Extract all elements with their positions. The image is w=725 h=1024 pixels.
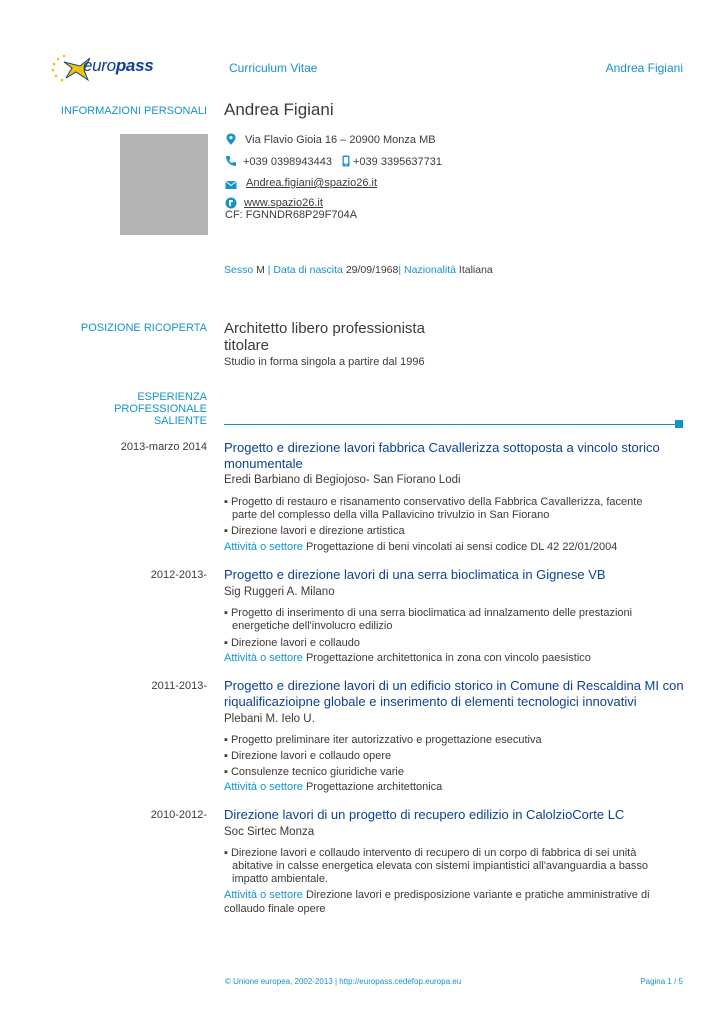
header-person-name: Andrea Figiani — [605, 61, 683, 75]
entry-employer: Sig Ruggeri A. Milano — [224, 586, 335, 598]
sector-label: Attività o settore — [224, 541, 303, 553]
entry-bullet: ▪ Direzione lavori e collaudo opere — [224, 750, 392, 762]
section-label-position: POSIZIONE RICOPERTA — [80, 322, 207, 334]
bullet-text: ▪ Progetto di restauro e risanamento conservativo della Fabbrica Cavallerizza, facente — [224, 496, 643, 508]
section-divider — [224, 424, 678, 425]
entry-bullet: ▪ Direzione lavori e direzione artistica — [224, 525, 405, 537]
birth-value: 29/09/1968 — [345, 264, 399, 276]
personal-name: Andrea Figiani — [224, 100, 334, 119]
footer-copyright: © Unione europea, 2002-2013 | http://europass.cedefop.europa.eu — [225, 977, 462, 986]
entry-bullet: ▪ Progetto preliminare iter autorizzativo e progettazione esecutiva — [224, 734, 542, 746]
separator: | — [398, 264, 405, 276]
mobile-icon — [340, 155, 352, 167]
position-subtitle: Studio in forma singola a partire dal 1996 — [224, 356, 425, 368]
email-link[interactable]: Andrea.figiani@spazio26.it — [246, 177, 378, 189]
birth-label: Data di nascita — [273, 264, 343, 276]
nationality-label: Nazionalità — [404, 264, 456, 276]
tax-code: CF: FGNNDR68P29F704A — [225, 209, 358, 221]
entry-sector — [224, 540, 684, 554]
bullet-text: ▪ Direzione lavori e collaudo intervento di recupero di un corpo di fabbrica di sei unità — [224, 847, 637, 859]
entry-title — [224, 678, 684, 710]
website-link[interactable]: www.spazio26.it — [244, 197, 323, 209]
phone-icon — [225, 155, 237, 167]
entry-title-line2: riqualificazioipne globale e inserimento di elementi tecnologici innovativi — [224, 694, 637, 709]
section-label-personal: INFORMAZIONI PERSONALI — [60, 105, 207, 117]
position-title-line2: titolare — [224, 337, 270, 354]
separator: | — [264, 264, 274, 276]
email-icon — [225, 179, 237, 191]
phone2-text: +039 3395637731 — [353, 156, 443, 168]
sector-value: Progettazione architettonica in zona con vincolo paesistico — [305, 652, 591, 664]
sector-label: Attività o settore — [224, 652, 303, 664]
entry-employer: Eredi Barbiano di Begiojoso- San Fiorano Lodi — [224, 474, 461, 486]
experience-label-line3: SALIENTE — [153, 415, 207, 427]
location-pin-icon — [225, 133, 237, 145]
experience-label-line1: ESPERIENZA — [137, 391, 207, 403]
logo-text-bold: pass — [115, 56, 154, 75]
logo-text-normal: euro — [83, 56, 116, 75]
nationality-value: Italiana — [458, 264, 493, 276]
sector-value: Direzione lavori e predisposizione variante e pratiche amministrative di — [305, 889, 650, 901]
photo-placeholder — [120, 134, 208, 235]
sector-label: Attività o settore — [224, 889, 303, 901]
sex-value: M — [256, 264, 265, 276]
entry-date: 2010-2012- — [150, 809, 207, 821]
bullet-text-cont: energetiche dell'involucro edilizio — [232, 620, 393, 632]
section-divider-marker — [675, 420, 683, 428]
bullet-text-cont: impatto ambientale. — [232, 873, 328, 885]
entry-bullet — [224, 496, 684, 522]
sector-label: Attività o settore — [224, 781, 303, 793]
entry-employer: Soc Sirtec Monza — [224, 826, 315, 838]
personal-details-row — [224, 264, 493, 276]
phone1-text: +039 0398943443 — [243, 156, 333, 168]
bullet-text-cont: abitative in calsse energetica elevata con sistemi impiantistici all'avanguardia a basso — [232, 860, 649, 872]
entry-sector — [224, 888, 684, 916]
website-icon — [225, 197, 237, 209]
sector-value: Progettazione architettonica — [305, 781, 443, 793]
entry-title: Progetto e direzione lavori di una serra bioclimatica in Gignese VB — [224, 567, 606, 582]
entry-sector — [224, 651, 684, 665]
bullet-text-cont: parte del complesso della villa Pallavicino trivulzio in San Fiorano — [232, 509, 550, 521]
section-label-experience — [7, 391, 207, 427]
entry-date: 2013-marzo 2014 — [120, 441, 207, 453]
position-title-line1: Architetto libero professionista — [224, 320, 425, 337]
experience-label-line2: PROFESSIONALE — [114, 403, 207, 415]
footer-page-number: Pagina 1 / 5 — [640, 977, 683, 986]
sector-value: Progettazione di beni vincolati ai sensi codice DL 42 22/01/2004 — [305, 541, 618, 553]
entry-title-line1: Progetto e direzione lavori di un edificio storico in Comune di Rescaldina MI con — [224, 678, 684, 693]
entry-bullet: ▪ Direzione lavori e collaudo — [224, 637, 360, 649]
entry-title: Progetto e direzione lavori fabbrica Cavallerizza sottoposta a vincolo storico monumentale — [224, 440, 660, 471]
entry-bullet — [224, 847, 684, 886]
sex-label: Sesso — [224, 264, 254, 276]
entry-employer: Plebani M. Ielo U. — [224, 713, 315, 725]
entry-bullet — [224, 607, 684, 633]
sector-value-cont: collaudo finale opere — [224, 903, 326, 915]
address-text: Via Flavio Gioia 16 – 20900 Monza MB — [245, 134, 436, 146]
europass-logo — [50, 52, 154, 84]
entry-date: 2012-2013- — [150, 569, 207, 581]
entry-sector — [224, 780, 684, 794]
doc-title: Curriculum Vitae — [229, 61, 318, 75]
bullet-text: ▪ Progetto di inserimento di una serra bioclimatica ad innalzamento delle prestazioni — [224, 607, 633, 619]
entry-date: 2011-2013- — [151, 680, 207, 692]
entry-bullet: ▪ Consulenze tecnico giuridiche varie — [224, 766, 404, 778]
entry-title: Direzione lavori di un progetto di recupero edilizio in CalolzioCorte LC — [224, 807, 625, 822]
